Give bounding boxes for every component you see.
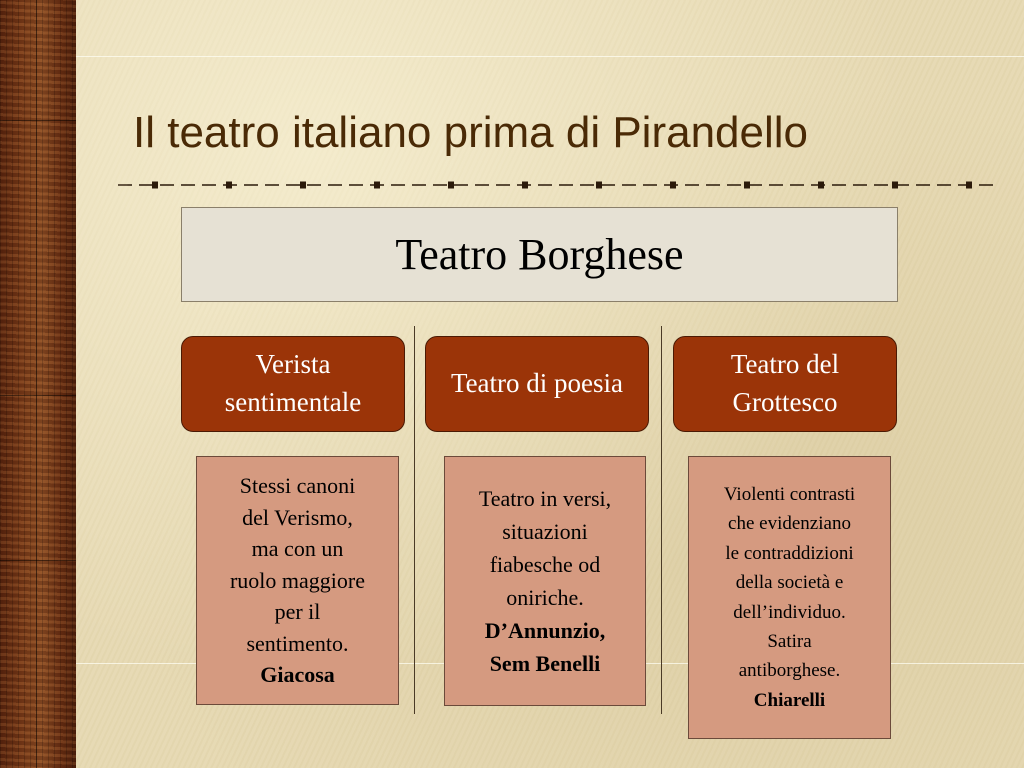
description-teatro-del-grottesco [688, 456, 891, 739]
wood-seam [0, 560, 76, 561]
category-label: Teatro del Grottesco [730, 349, 840, 417]
page-title: Il teatro italiano prima di Pirandello [133, 108, 809, 157]
column-divider [414, 326, 415, 714]
wood-seam [0, 395, 76, 396]
column-divider [661, 326, 662, 714]
category-label: Teatro di poesia [450, 368, 624, 399]
title-divider [118, 178, 994, 192]
description-text: Teatro in versi, situazioni fiabesche od oniriche. [478, 486, 612, 610]
description-text: Stessi canoni del Verismo, ma con un ruolo maggiore per il sentimento. [229, 473, 366, 656]
description-text: Violenti contrasti che evidenziano le contraddizioni della società e dell’individuo. Satira antiborghese. [723, 483, 856, 682]
root-node-teatro-borghese [181, 207, 898, 302]
wood-seam [0, 120, 76, 121]
author-name: D’Annunzio, Sem Benelli [484, 618, 606, 676]
category-teatro-del-grottesco [673, 336, 897, 432]
description-teatro-di-poesia [444, 456, 646, 706]
root-node-label: Teatro Borghese [395, 230, 684, 279]
description-verista-sentimentale [196, 456, 399, 705]
wood-strip [0, 0, 76, 768]
author-name: Chiarelli [753, 689, 826, 711]
category-teatro-di-poesia [425, 336, 649, 432]
background-rule [76, 56, 1024, 57]
category-label: Verista sentimentale [224, 349, 362, 417]
wood-seam [36, 0, 37, 768]
author-name: Giacosa [260, 662, 335, 688]
category-verista-sentimentale [181, 336, 405, 432]
